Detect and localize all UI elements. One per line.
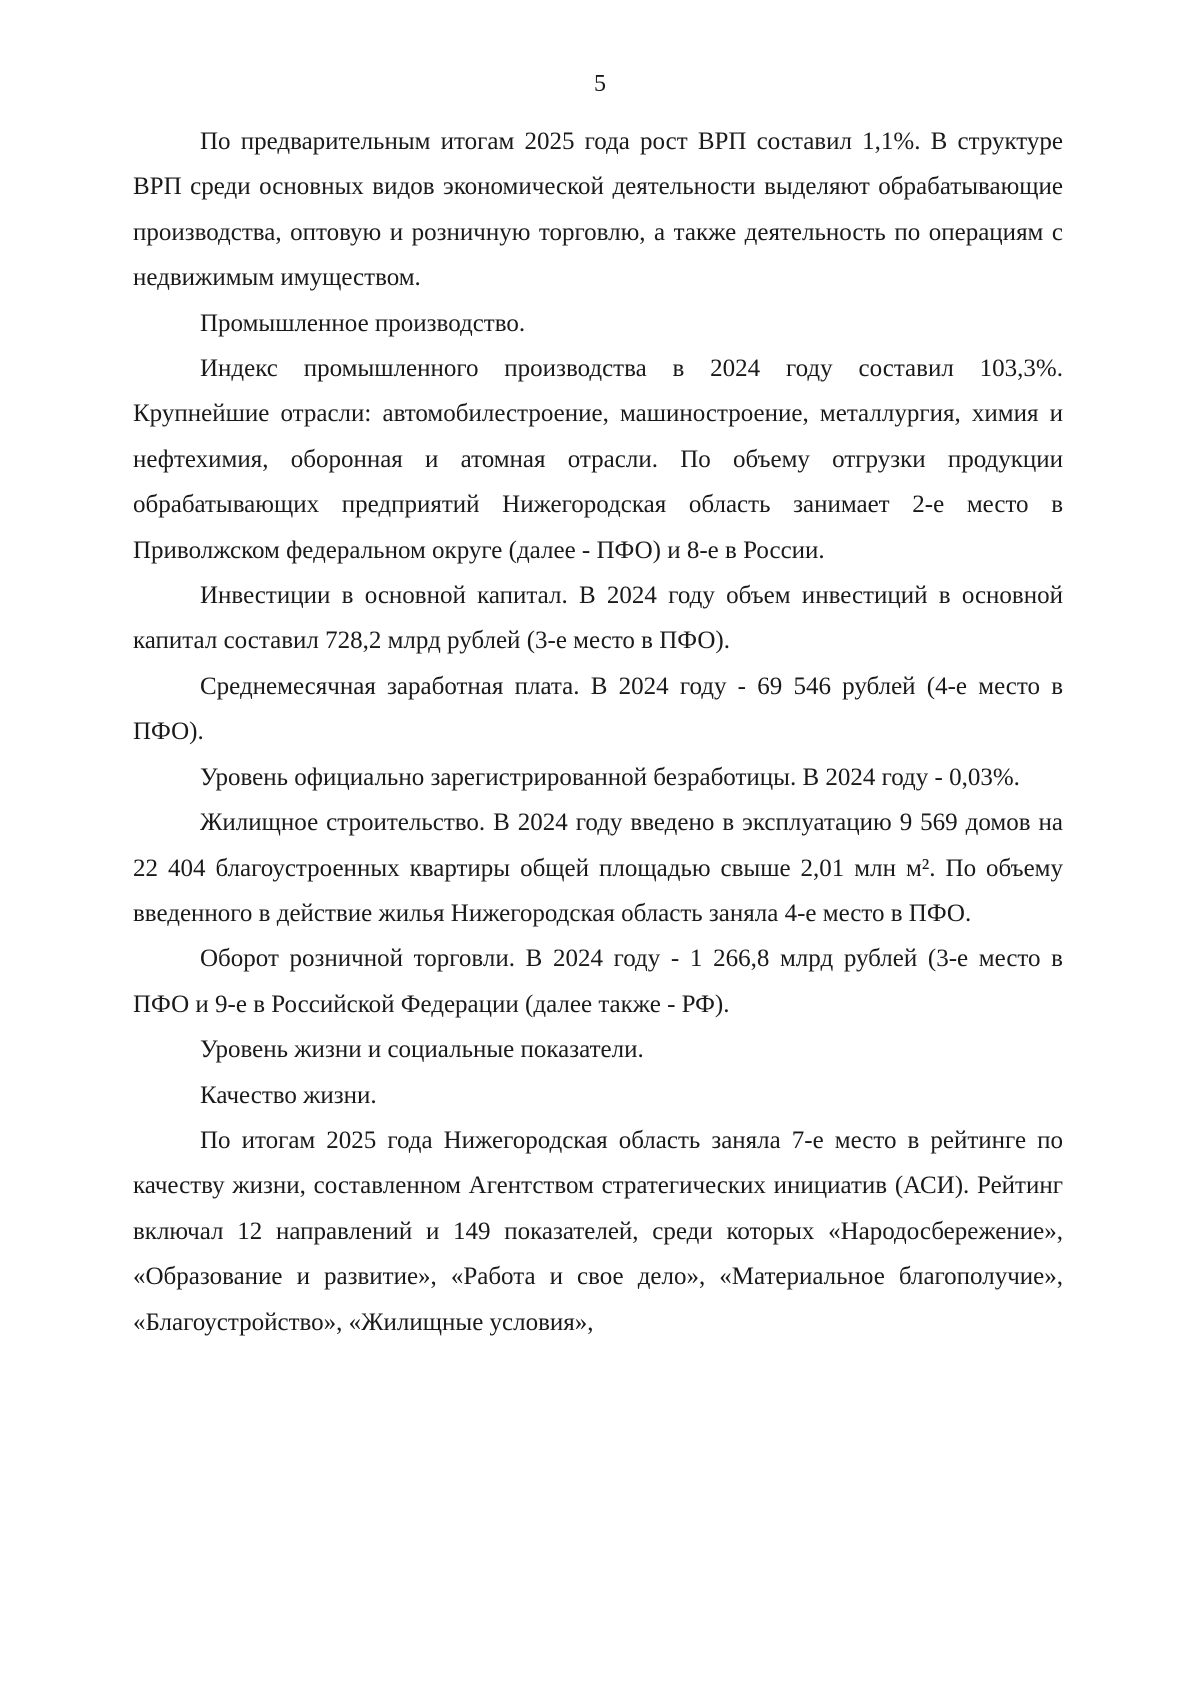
paragraph-housing-construction: Жилищное строительство. В 2024 году введено в эксплуатацию 9 569 домов на 22 404 благоустроенных квартиры общей площадью свыше 2,01 млн м². По объему введенного в действие жилья Нижегородская область заняла 4-е место в ПФО.	[133, 809, 1063, 927]
paragraph-average-salary: Среднемесячная заработная плата. В 2024 году - 69 546 рублей (4-е место в ПФО).	[133, 672, 1063, 746]
paragraph-industrial-index: Индекс промышленного производства в 2024 году составил 103,3%. Крупнейшие отрасли: автомобилестроение, машиностроение, металлургия, химия и нефтехимия, оборонная и атомная отрасли. По объему отгрузки продукции обрабатывающих предприятий Нижегородская область занимает 2-е место в Приволжском федеральном округе (далее - ПФО) и 8-е в России.	[133, 355, 1063, 564]
heading-industrial-production: Промышленное производство.	[200, 309, 526, 337]
paragraph-unemployment: Уровень официально зарегистрированной безработицы. В 2024 году - 0,03%.	[200, 763, 1020, 791]
paragraph-grp-growth: По предварительным итогам 2025 года рост ВРП составил 1,1%. В структуре ВРП среди основных видов экономической деятельности выделяют обрабатывающие производства, оптовую и розничную торговлю, а также деятельность по операциям с недвижимым имуществом.	[133, 128, 1063, 292]
page-number: 5	[594, 71, 606, 97]
paragraph-retail-turnover: Оборот розничной торговли. В 2024 году - 1 266,8 млрд рублей (3-е место в ПФО и 9-е в Российской Федерации (далее также - РФ).	[133, 945, 1063, 1018]
document-body	[133, 119, 1063, 1345]
paragraph-quality-rating: По итогам 2025 года Нижегородская область заняла 7-е место в рейтинге по качеству жизни, составленном Агентством стратегических инициатив (АСИ). Рейтинг включал 12 направлений и 149 показателей, среди которых «Народосбережение», «Образование и развитие», «Работа и свое дело», «Материальное благополучие», «Благоустройство», «Жилищные условия»,	[133, 1126, 1063, 1336]
heading-living-standards: Уровень жизни и социальные показатели.	[200, 1036, 644, 1064]
paragraph-investments: Инвестиции в основной капитал. В 2024 году объем инвестиций в основной капитал составил 728,2 млрд рублей (3-е место в ПФО).	[133, 582, 1063, 655]
heading-quality-of-life: Качество жизни.	[200, 1081, 377, 1109]
